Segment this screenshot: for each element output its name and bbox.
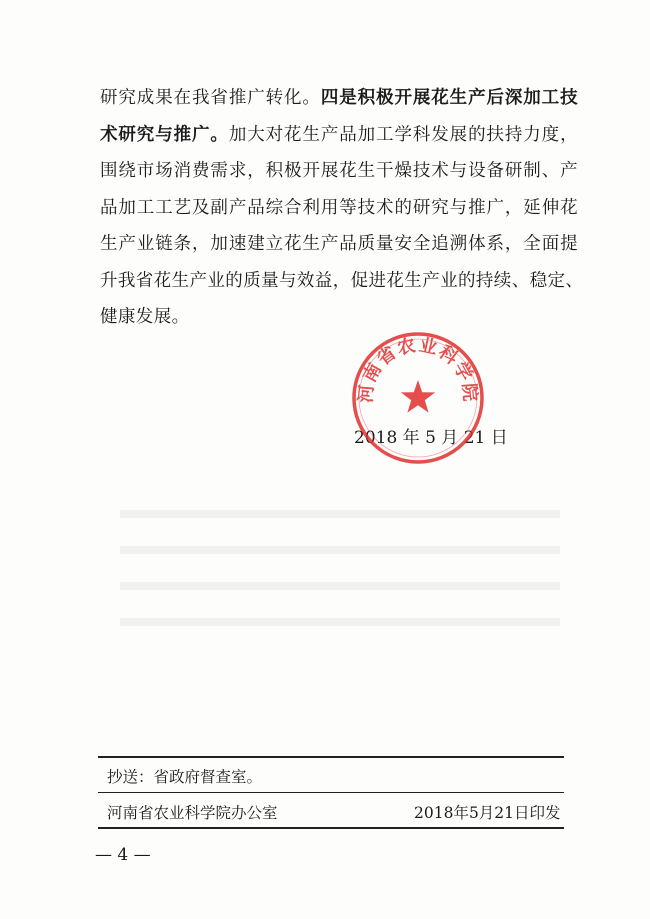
paragraph-line-1: [100, 80, 578, 117]
bold-heading-fragment: 术研究与推广。: [100, 124, 229, 145]
issuing-office: 河南省农业科学院办公室: [107, 804, 278, 822]
paragraph-line-2: [100, 117, 578, 154]
text-fragment: 研究成果在我省推广转化。: [100, 88, 321, 108]
bold-heading-fragment: 四是积极开展花生产后深加工技: [320, 88, 578, 108]
footer-rule-bottom: [98, 827, 564, 829]
star-icon: [401, 380, 435, 413]
paragraph-line-4: 品加工工艺及副产品综合利用等技术的研究与推广，延伸花: [100, 197, 578, 218]
official-seal-stamp: [350, 330, 486, 466]
cc-line: 抄送：省政府督查室。: [107, 768, 263, 786]
page-number: — 4 —: [95, 845, 151, 865]
bleed-through-shadow: [120, 510, 560, 630]
text-fragment: 加大对花生产品加工学科发展的扶持力度，: [228, 124, 578, 145]
body-paragraph: [100, 80, 584, 336]
paragraph-line-6: 升我省花生产业的质量与效益，促进花生产业的持续、稳定、: [100, 270, 584, 291]
signature-date: 2018 年 5 月 21 日: [354, 428, 508, 448]
footer-rule-top: [98, 756, 564, 758]
paragraph-line-7: 健康发展。: [100, 307, 190, 327]
paragraph-line-3: 围绕市场消费需求，积极开展花生干燥技术与设备研制、产: [100, 161, 578, 181]
footer-rule-middle: [98, 792, 564, 793]
seal-text: 河南省农业科学院: [355, 334, 481, 404]
issue-date: 2018年5月21日印发: [414, 804, 561, 822]
paragraph-line-5: 生产业链条，加速建立花生产品质量安全追溯体系，全面提: [100, 234, 578, 254]
